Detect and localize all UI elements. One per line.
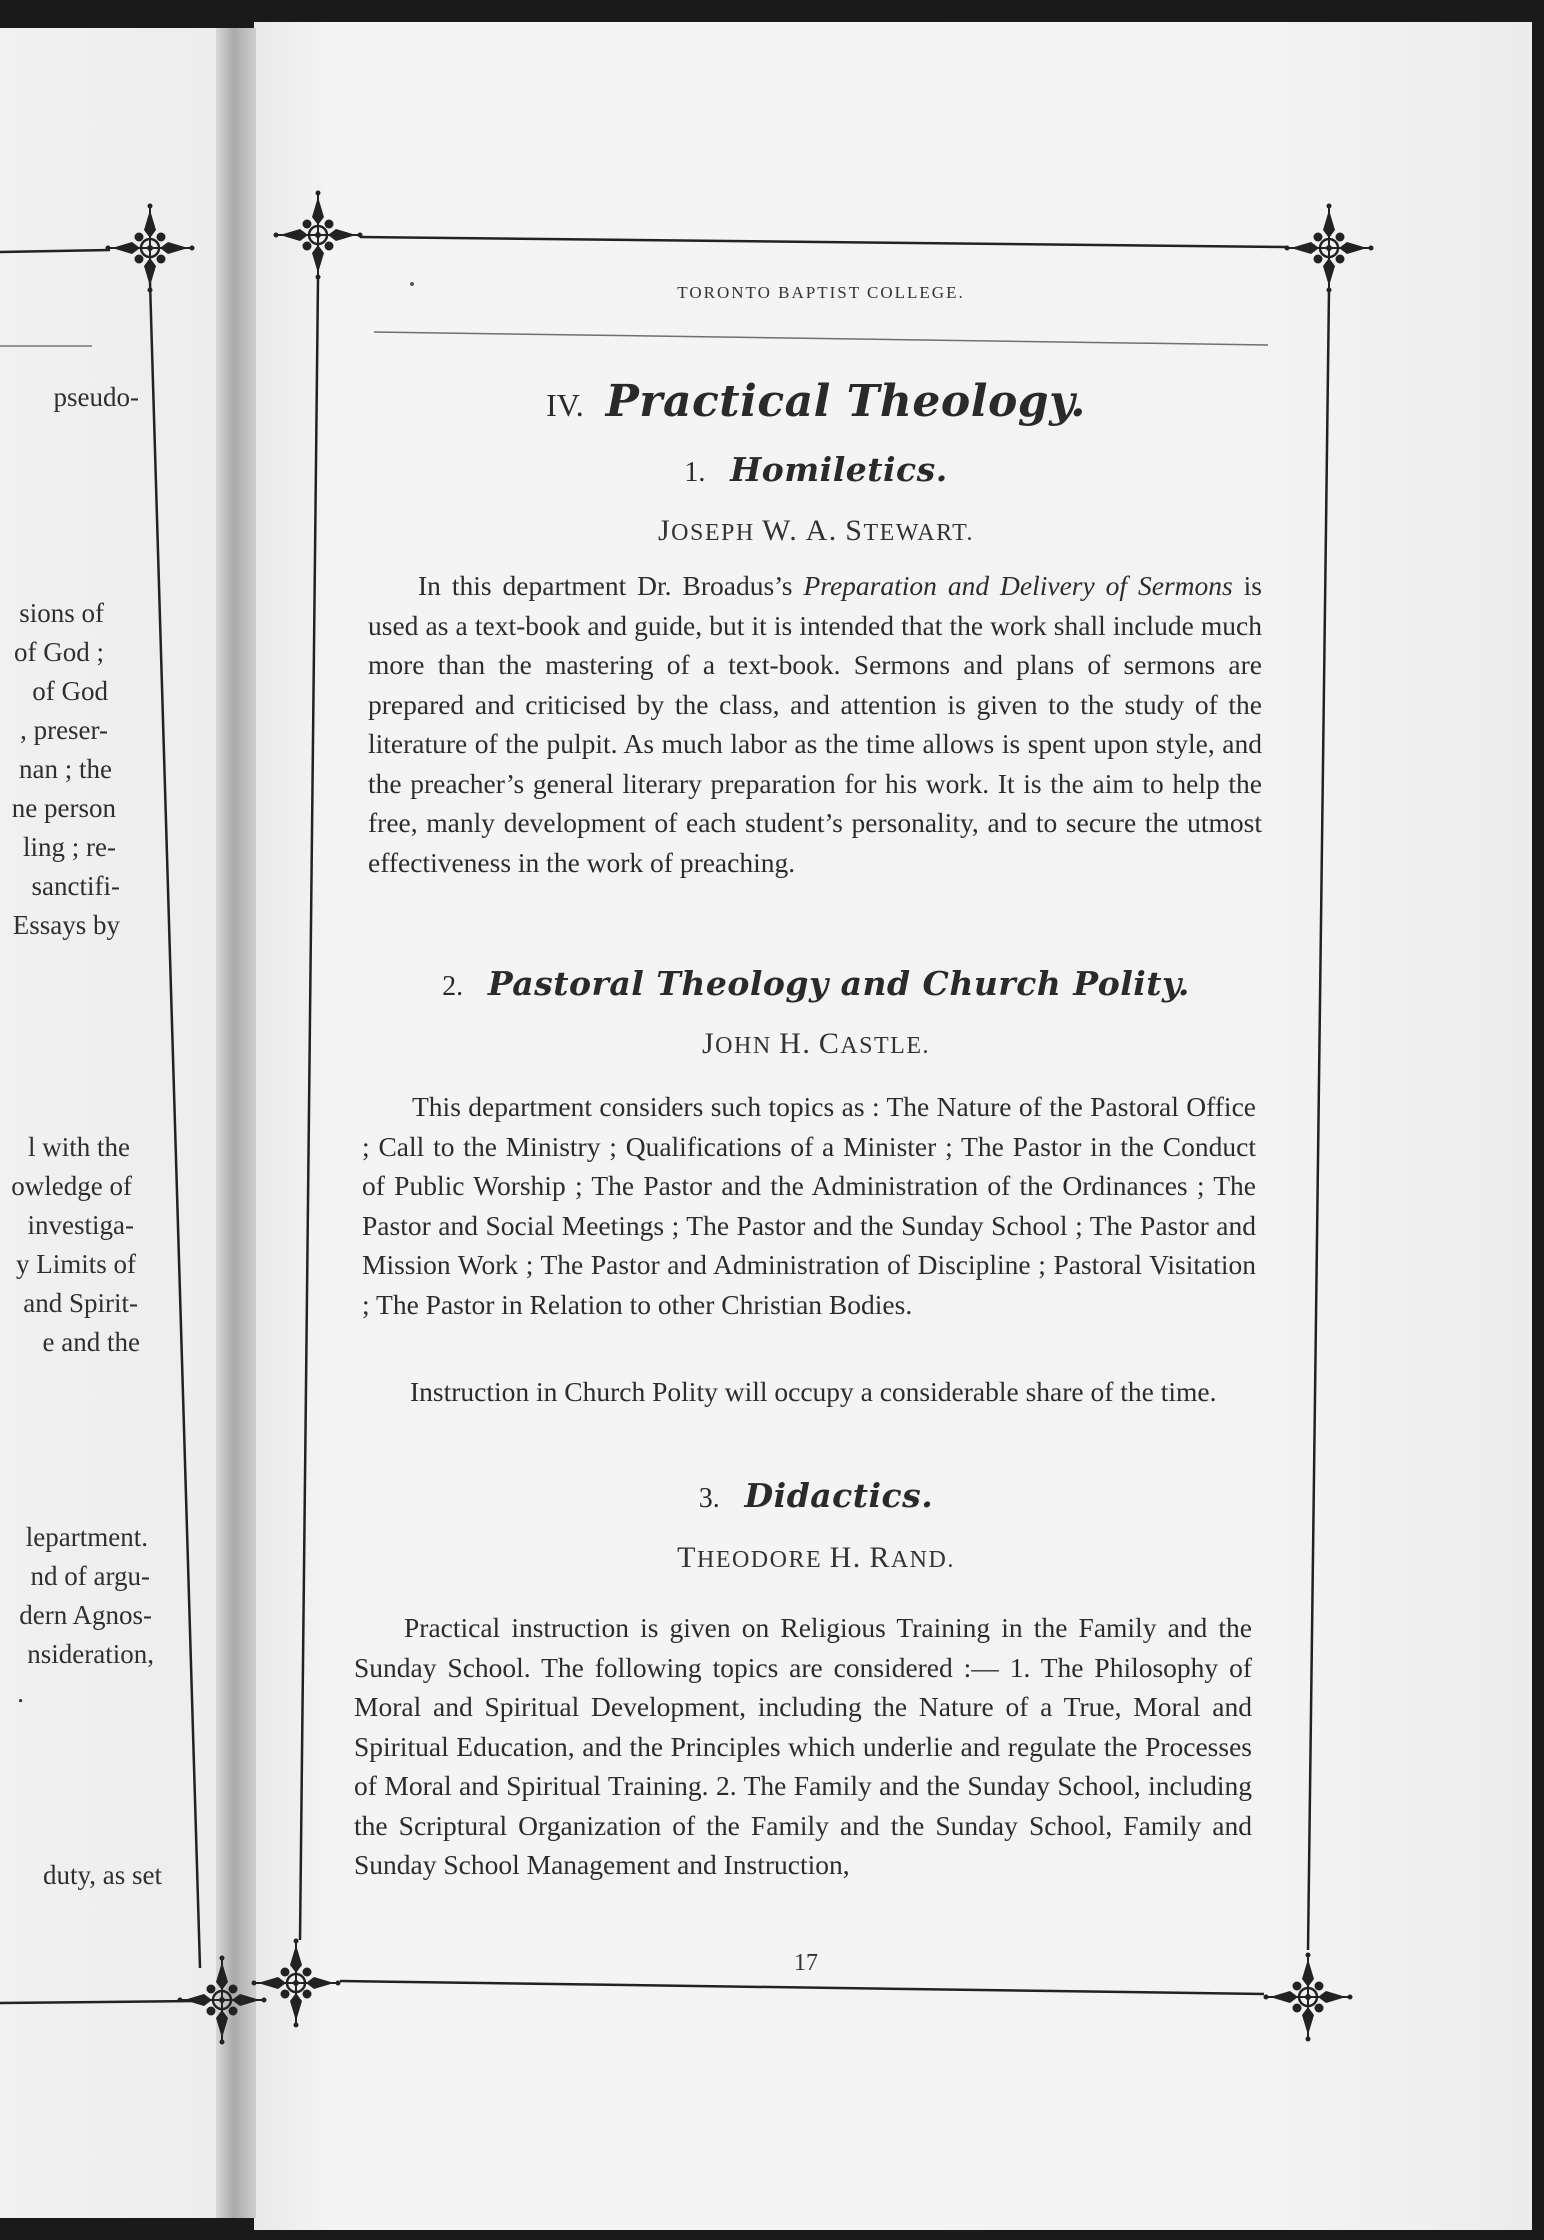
left-fragment: sions of xyxy=(19,598,104,628)
subsection-heading-homiletics xyxy=(356,448,1276,495)
left-fragment: owledge of xyxy=(11,1171,132,1201)
left-fragment: of God ; xyxy=(14,637,104,667)
section-title: Practical Theology. xyxy=(605,376,1086,427)
section-numeral: IV. xyxy=(546,387,584,423)
instructor-name: JOSEPH W. A. STEWART. xyxy=(657,514,975,547)
left-fragment: nd of argu- xyxy=(30,1561,150,1591)
paragraph-didactics: Practical instruction is given on Religious Training in the Family and the Sunday School. The following topics are considered :— 1. The Philosophy of Moral and Spiritual Development, including the Nature of a True, Moral and Spiritual Education, and the Principles which underlie and regulate the Processes of Moral and Spiritual Training. 2. The Family and the Sunday School, including the Scriptural Organization of the Family and the Sunday School, Family and Sunday School Management and Instruction, xyxy=(354,1612,1252,1880)
left-fragment: . xyxy=(17,1678,24,1708)
left-fragment: duty, as set xyxy=(43,1860,162,1890)
subsection-number: 3. xyxy=(698,1483,720,1514)
paragraph-homiletics: In this department Dr. Broadus’s Preparation and Delivery of Sermons is used as a text-book and guide, but it is intended that the work shall include much more than the mastering of a text-book. Sermons and plans of sermons are prepared and criticised by the class, and attention is given to the study of the literature of the pulpit. As much labor as the time allows is spent upon style, and the preacher’s general literary preparation for his work. It is the aim to help the free, manly development of each student’s personality, and to secure the utmost effectiveness in the work of preaching. xyxy=(368,570,1263,878)
subsection-heading-pastoral xyxy=(356,962,1276,1009)
instructor-name: THEODORE H. RAND. xyxy=(677,1541,955,1574)
instructor-name: JOHN H. CASTLE. xyxy=(701,1027,931,1060)
left-fragment: of God xyxy=(32,676,108,706)
paragraph-pastoral-topics: This department considers such topics as : The Nature of the Pastoral Office ; Call to the Ministry ; Qualifications of a Minister ; The Pastor in the Conduct of Public Worship ; The Pastor and the Administration of the Ordinances ; The Pastor and Social Meetings ; The Pastor and the Sunday School ; The Pastor and Mission Work ; The Pastor and Administration of Discipline ; Pastoral Visitation ; The Pastor in Relation to other Christian Bodies. xyxy=(362,1091,1256,1320)
left-fragment: ling ; re- xyxy=(23,832,116,862)
left-fragment: investiga- xyxy=(27,1210,134,1240)
left-fragment: Essays by xyxy=(12,910,120,940)
left-fragment: pseudo- xyxy=(53,382,139,412)
subsection-number: 1. xyxy=(684,457,706,488)
left-fragment: y Limits of xyxy=(16,1249,136,1279)
running-header: TORONTO BAPTIST COLLEGE. xyxy=(677,283,965,302)
subsection-title: Didactics. xyxy=(744,1476,934,1515)
subsection-number: 2. xyxy=(442,971,464,1002)
left-fragment: nan ; the xyxy=(19,754,112,784)
subsection-title: Pastoral Theology and Church Polity. xyxy=(487,964,1190,1003)
left-fragment: ne person xyxy=(11,793,116,823)
subsection-heading-didactics xyxy=(356,1474,1276,1521)
left-fragment: dern Agnos- xyxy=(19,1600,152,1630)
left-fragment: and Spirit- xyxy=(23,1288,138,1318)
subsection-title: Homiletics. xyxy=(730,450,948,489)
section-heading xyxy=(356,374,1276,433)
left-fragment: l with the xyxy=(28,1132,130,1162)
book-title: Preparation and Delivery of Sermons xyxy=(803,570,1233,601)
left-fragment: e and the xyxy=(42,1327,140,1357)
left-fragment: , preser- xyxy=(20,715,108,745)
paragraph-church-polity: Instruction in Church Polity will occupy a considerable share of the time. xyxy=(410,1376,1217,1407)
page-number: 17 xyxy=(794,1950,818,1976)
left-fragment: nsideration, xyxy=(27,1639,154,1669)
left-page-border xyxy=(0,204,267,2045)
left-fragment: lepartment. xyxy=(25,1522,148,1552)
left-fragment: sanctifi- xyxy=(31,871,120,901)
